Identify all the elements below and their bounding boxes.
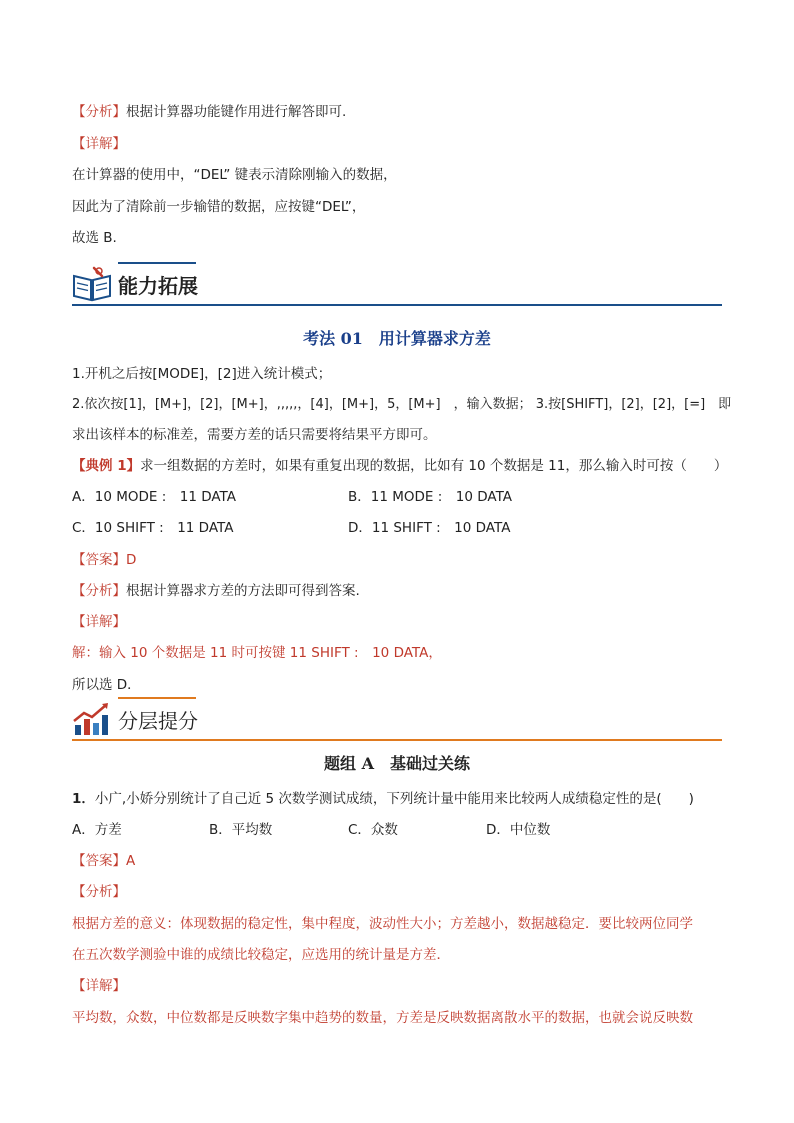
answer-tag: 【答案】 (72, 853, 126, 869)
detail-tag: 【详解】 (72, 978, 126, 994)
banner-topline (118, 262, 196, 264)
book-icon (72, 266, 112, 306)
example-detail-tag: 【详解】 (72, 614, 126, 630)
option-d: D．中位数 (486, 822, 551, 838)
option-c: C．众数 (348, 822, 398, 838)
option-a: A．方差 (72, 822, 122, 838)
option-b: B．11 MODE : 10 DATA (348, 489, 513, 505)
detail-tag: 【详解】 (72, 136, 126, 152)
detail-line-2: 因此为了清除前一步输错的数据，应按键“DEL”， (72, 199, 366, 215)
question-number: 1． (72, 791, 95, 807)
method-title: 考法 01 用计算器求方差 (303, 329, 491, 348)
analysis-tag: 【分析】 (72, 583, 126, 599)
example-detail-1: 解：输入 10 个数据是 11 时可按键 11 SHIFT : 10 DATA， (72, 645, 442, 661)
question-1-answer (72, 851, 135, 871)
example-detail-2: 所以选 D． (72, 677, 141, 693)
method-step-2a: 2.依次按[1]，[M+]，[2]，[M+]，,,,,,，[4]，[M+]，5，[M+] ，输入数据； 3.按[SHIFT]，[2]，[2]，[=] 即 (72, 397, 732, 412)
example-answer (72, 550, 136, 570)
answer-value: A (126, 853, 136, 869)
banner-underline (72, 739, 722, 741)
method-step-2b: 求出该样本的标准差，需要方差的话只需要将结果平方即可。 (72, 427, 437, 443)
example-question-text: 求一组数据的方差时，如果有重复出现的数据，比如有 10 个数据是 11，那么输入时可按（ ） (140, 458, 728, 474)
option-d: D．11 SHIFT : 10 DATA (348, 520, 511, 536)
banner-underline (72, 304, 722, 306)
banner-label: 能力拓展 (118, 274, 198, 298)
analysis-line-2: 在五次数学测验中谁的成绩比较稳定，应选用的统计量是方差． (72, 947, 450, 963)
chart-growth-icon (72, 701, 112, 741)
banner-label: 分层提分 (118, 709, 198, 733)
analysis-text: 根据计算器功能键作用进行解答即可. (126, 104, 347, 120)
option-b: B．平均数 (209, 822, 273, 838)
analysis-line-1: 根据方差的意义：体现数据的稳定性，集中程度，波动性大小；方差越小，数据越稳定．要比较两位同学 (72, 916, 693, 932)
detail-line-1: 平均数，众数，中位数都是反映数字集中趋势的数量，方差是反映数据离散水平的数据，也就会说反映数 (72, 1010, 693, 1026)
banner-tiered (72, 697, 722, 741)
detail-line-3: 故选 B. (72, 230, 117, 246)
answer-value: D (126, 552, 137, 568)
question-text: 小广,小娇分别统计了自己近 5 次数学测试成绩，下列统计量中能用来比较两人成绩稳定性的是( ) (94, 791, 694, 807)
example-tag: 【典例 1】 (72, 458, 141, 474)
detail-line-1: 在计算器的使用中，“DEL” 键表示清除刚输入的数据， (72, 167, 397, 183)
analysis-line (72, 102, 346, 122)
analysis-tag: 【分析】 (72, 884, 126, 900)
answer-tag: 【答案】 (72, 552, 126, 568)
group-title: 题组 A 基础过关练 (324, 754, 470, 773)
option-c: C．10 SHIFT : 11 DATA (72, 520, 234, 536)
example-analysis (72, 581, 360, 601)
analysis-text: 根据计算器求方差的方法即可得到答案. (126, 583, 360, 599)
option-a: A．10 MODE : 11 DATA (72, 489, 236, 505)
analysis-tag: 【分析】 (72, 104, 126, 120)
question-1 (72, 789, 694, 809)
banner-ability (72, 262, 722, 306)
example-question (72, 456, 727, 476)
method-step-1: 1.开机之后按[MODE]，[2]进入统计模式； (72, 366, 332, 382)
banner-topline (118, 697, 196, 699)
